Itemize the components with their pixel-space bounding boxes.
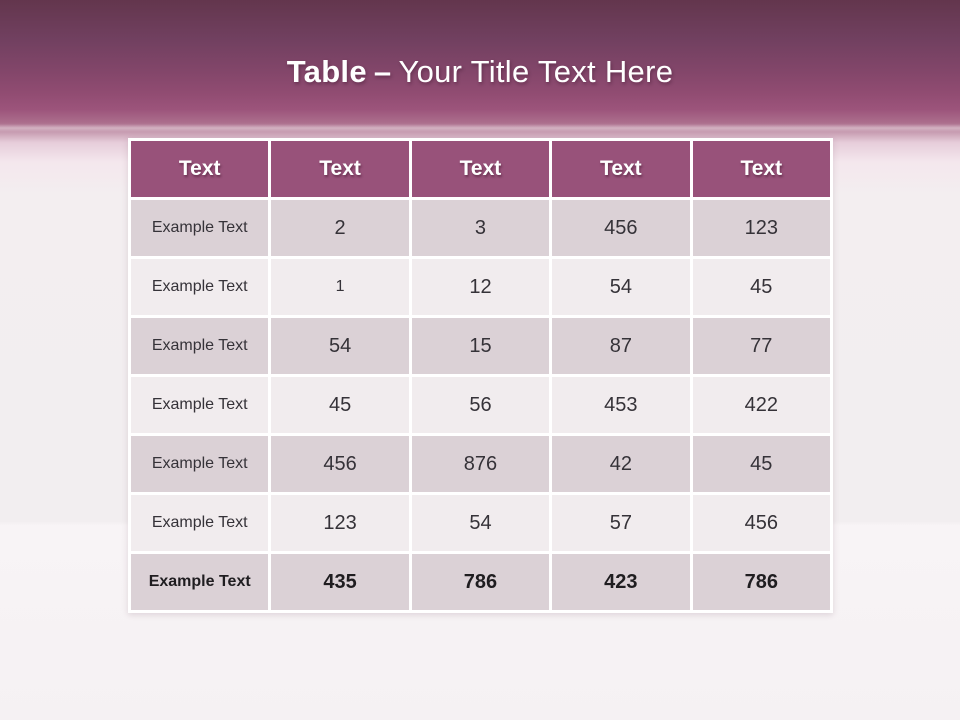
row-label-cell: Example Text xyxy=(131,259,268,315)
row-label-cell: Example Text xyxy=(131,436,268,492)
banner-fade-highlight xyxy=(0,124,960,132)
row-label-cell: Example Text xyxy=(131,200,268,256)
slide-title xyxy=(0,54,960,90)
slide-title-text: Your Title Text Here xyxy=(398,54,674,89)
value-cell: 123 xyxy=(693,200,830,256)
table-row xyxy=(131,200,830,256)
table-header-row xyxy=(131,141,830,197)
row-label-cell: Example Text xyxy=(131,495,268,551)
data-table xyxy=(128,138,833,613)
value-cell: 456 xyxy=(271,436,408,492)
value-cell: 786 xyxy=(693,554,830,610)
value-cell: 12 xyxy=(412,259,549,315)
value-cell: 786 xyxy=(412,554,549,610)
value-cell: 54 xyxy=(552,259,689,315)
column-header: Text xyxy=(412,141,549,197)
value-cell: 435 xyxy=(271,554,408,610)
table-row xyxy=(131,436,830,492)
value-cell: 456 xyxy=(552,200,689,256)
table-row-total xyxy=(131,554,830,610)
slide-title-keyword: Table xyxy=(286,54,367,89)
table-container xyxy=(128,138,833,613)
value-cell: 3 xyxy=(412,200,549,256)
value-cell: 57 xyxy=(552,495,689,551)
column-header: Text xyxy=(693,141,830,197)
table-row xyxy=(131,495,830,551)
column-header: Text xyxy=(552,141,689,197)
slide-title-separator: – xyxy=(373,54,392,89)
row-label-cell: Example Text xyxy=(131,554,268,610)
column-header: Text xyxy=(131,141,268,197)
value-cell: 45 xyxy=(693,436,830,492)
value-cell: 876 xyxy=(412,436,549,492)
value-cell: 54 xyxy=(271,318,408,374)
value-cell: 45 xyxy=(271,377,408,433)
table-row xyxy=(131,318,830,374)
value-cell: 1 xyxy=(271,259,408,315)
value-cell: 42 xyxy=(552,436,689,492)
value-cell: 456 xyxy=(693,495,830,551)
table-body xyxy=(131,200,830,610)
value-cell: 54 xyxy=(412,495,549,551)
value-cell: 87 xyxy=(552,318,689,374)
value-cell: 2 xyxy=(271,200,408,256)
value-cell: 77 xyxy=(693,318,830,374)
table-header xyxy=(131,141,830,197)
value-cell: 422 xyxy=(693,377,830,433)
value-cell: 56 xyxy=(412,377,549,433)
value-cell: 423 xyxy=(552,554,689,610)
table-row xyxy=(131,259,830,315)
row-label-cell: Example Text xyxy=(131,377,268,433)
row-label-cell: Example Text xyxy=(131,318,268,374)
value-cell: 453 xyxy=(552,377,689,433)
column-header: Text xyxy=(271,141,408,197)
table-row xyxy=(131,377,830,433)
value-cell: 123 xyxy=(271,495,408,551)
value-cell: 15 xyxy=(412,318,549,374)
value-cell: 45 xyxy=(693,259,830,315)
